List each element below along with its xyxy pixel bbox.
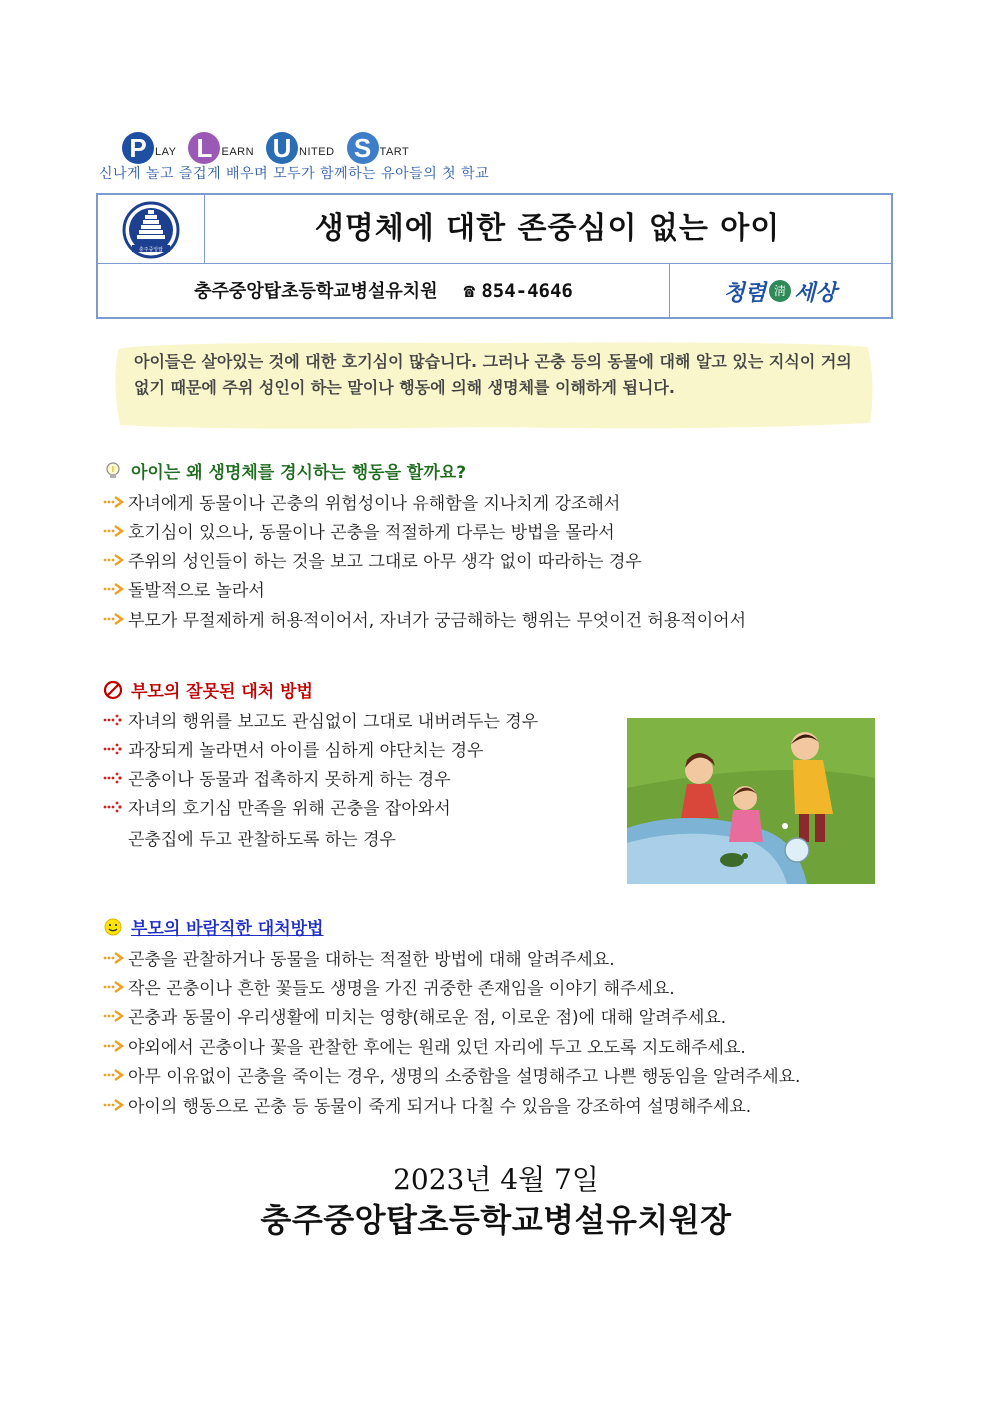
brand-logo bbox=[669, 263, 891, 319]
arrow-bullet-icon bbox=[103, 951, 125, 965]
emblem-label: 충주중앙탑 bbox=[138, 247, 164, 253]
plus-letter-u: U bbox=[266, 132, 298, 164]
plus-start bbox=[347, 132, 410, 164]
page-title: 생명체에 대한 존중심이 없는 아이 bbox=[314, 211, 781, 246]
list-item bbox=[103, 547, 642, 572]
arrow-bullet-icon bbox=[103, 553, 125, 567]
list-item-text: 부모가 무절제하게 허용적이어서, 자녀가 궁금해하는 행위는 무엇이건 허용적이어서 bbox=[128, 611, 746, 631]
section2-title bbox=[103, 677, 313, 702]
slogan: 신나게 놀고 즐겁게 배우며 모두가 함께하는 유아들의 첫 학교 bbox=[99, 166, 490, 182]
plus-letter-s: S bbox=[347, 132, 379, 164]
prohibited-icon bbox=[103, 680, 123, 700]
dotted-arrow-icon bbox=[103, 800, 125, 814]
section1-title bbox=[103, 458, 466, 483]
list-item-text: 곤충을 관찰하거나 동물을 대하는 적절한 방법에 대해 알려주세요. bbox=[128, 950, 615, 970]
issue-date: 2023년 4월 7일 bbox=[393, 1163, 599, 1196]
smiley-icon bbox=[103, 917, 123, 937]
header-row-title bbox=[98, 195, 891, 264]
list-item bbox=[103, 1092, 751, 1117]
list-item bbox=[103, 576, 265, 601]
plus-motto bbox=[122, 130, 421, 164]
plus-play bbox=[122, 132, 176, 164]
list-item bbox=[103, 974, 675, 999]
list-item-text: 아이의 행동으로 곤충 등 동물이 죽게 되거나 다칠 수 있음을 강조하여 설명해주세요. bbox=[128, 1097, 752, 1117]
list-item-text: 작은 곤충이나 흔한 꽃들도 생명을 가진 귀중한 존재임을 이야기 해주세요. bbox=[128, 979, 675, 999]
list-item-text: 아무 이유없이 곤충을 죽이는 경우, 생명의 소중함을 설명해주고 나쁜 행동임을 알려주세요. bbox=[128, 1067, 801, 1087]
list-item bbox=[103, 765, 451, 790]
arrow-bullet-icon bbox=[103, 582, 125, 596]
dotted-arrow-icon bbox=[103, 742, 125, 756]
list-item-text: 야외에서 곤충이나 꽃을 관찰한 후에는 원래 있던 자리에 두고 오도록 지도해주세요. bbox=[128, 1038, 746, 1058]
list-item-continuation: 곤충집에 두고 관찰하도록 하는 경우 bbox=[128, 830, 396, 850]
brand-mark-icon: 淸 bbox=[769, 280, 791, 302]
list-item bbox=[103, 518, 615, 543]
list-item bbox=[103, 606, 746, 631]
list-item bbox=[103, 1062, 800, 1087]
section3-title bbox=[103, 914, 323, 939]
phone-icon: ☎ bbox=[463, 280, 476, 302]
arrow-bullet-icon bbox=[103, 980, 125, 994]
brand-word-a: 청렴 bbox=[723, 280, 766, 306]
plus-united bbox=[266, 132, 335, 164]
plus-letter-l: L bbox=[188, 132, 220, 164]
list-item-text: 자녀의 호기심 만족을 위해 곤충을 잡아와서 bbox=[128, 799, 451, 819]
intro-note bbox=[112, 339, 876, 431]
plus-word-start: TART bbox=[379, 146, 410, 158]
plus-word-united: NITED bbox=[299, 146, 335, 158]
arrow-bullet-icon bbox=[103, 1098, 125, 1112]
list-item-text: 돌발적으로 놀라서 bbox=[128, 581, 265, 601]
school-name: 충주중앙탑초등학교병설유치원 bbox=[194, 281, 438, 302]
arrow-bullet-icon bbox=[103, 524, 125, 538]
list-item bbox=[103, 794, 451, 819]
list-item-text: 곤충이나 동물과 접촉하지 못하게 하는 경우 bbox=[128, 770, 451, 790]
list-item-text: 주위의 성인들이 하는 것을 보고 그대로 아무 생각 없이 따라하는 경우 bbox=[128, 552, 642, 572]
list-item-text: 곤충과 동물이 우리생활에 미치는 영향(해로운 점, 이로운 점)에 대해 알려주세요. bbox=[128, 1008, 727, 1028]
arrow-bullet-icon bbox=[103, 612, 125, 626]
plus-letter-p: P bbox=[122, 132, 154, 164]
section1-title-text: 아이는 왜 생명체를 경시하는 행동을 할까요? bbox=[131, 463, 467, 483]
dotted-arrow-icon bbox=[103, 771, 125, 785]
phone-number: 854-4646 bbox=[481, 280, 573, 302]
section2-title-text: 부모의 잘못된 대처 방법 bbox=[131, 682, 313, 702]
list-item bbox=[103, 707, 538, 732]
list-item-text: 자녀에게 동물이나 곤충의 위험성이나 유해함을 지나치게 강조해서 bbox=[128, 494, 621, 514]
intro-text: 아이들은 살아있는 것에 대한 호기심이 많습니다. 그러나 곤충 등의 동물에 대해 알고 있는 지식이 거의 없기 때문에 주위 성인이 하는 말이나 행동에 의해 생명체를 이해하게 됩니다. bbox=[134, 352, 852, 397]
family-observing-turtle-illustration bbox=[627, 718, 875, 884]
header-row-info bbox=[98, 263, 891, 319]
list-item bbox=[103, 1033, 746, 1058]
arrow-bullet-icon bbox=[103, 495, 125, 509]
emblem-cell bbox=[98, 195, 205, 263]
list-item-text: 자녀의 행위를 보고도 관심없이 그대로 내버려두는 경우 bbox=[128, 712, 539, 732]
brand-word-b: 세상 bbox=[794, 280, 837, 306]
list-item-text: 호기심이 있으나, 동물이나 곤충을 적절하게 다루는 방법을 몰라서 bbox=[128, 523, 615, 543]
list-item bbox=[103, 945, 615, 970]
plus-word-learn: EARN bbox=[221, 146, 255, 158]
arrow-bullet-icon bbox=[103, 1068, 125, 1082]
school-emblem-icon bbox=[122, 201, 180, 259]
plus-learn bbox=[188, 132, 254, 164]
arrow-bullet-icon bbox=[103, 1039, 125, 1053]
lightbulb-icon bbox=[103, 461, 123, 481]
school-info bbox=[98, 263, 670, 319]
list-item bbox=[103, 489, 620, 514]
dotted-arrow-icon bbox=[103, 713, 125, 727]
section3-title-text: 부모의 바람직한 대처방법 bbox=[131, 919, 324, 939]
arrow-bullet-icon bbox=[103, 1009, 125, 1023]
newsletter-header bbox=[96, 193, 893, 319]
plus-word-play: LAY bbox=[155, 146, 177, 158]
signature: 충주중앙탑초등학교병설유치원장 bbox=[260, 1201, 732, 1239]
list-item bbox=[103, 736, 483, 761]
list-item bbox=[103, 1003, 726, 1028]
list-item-text: 과장되게 놀라면서 아이를 심하게 야단치는 경우 bbox=[128, 741, 484, 761]
